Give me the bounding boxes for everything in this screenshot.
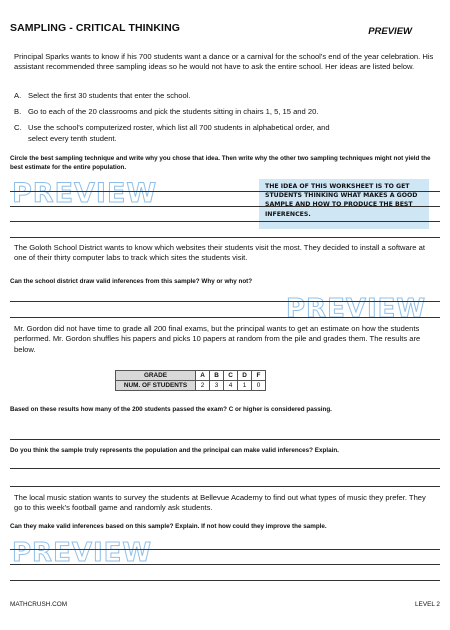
count-cell: 3 — [210, 381, 224, 391]
section1-question: Circle the best sampling technique and write why you chose that idea. Then write why the other two sampling techniques might not yield the best estimate for the entire population. — [10, 155, 431, 171]
section4-question: Can they make valid inferences based on this sample? Explain. If not how could they improve the sample. — [10, 523, 327, 530]
footer-site: MATHCRUSH.COM — [10, 601, 68, 608]
option-a-letter: A. — [14, 91, 22, 100]
answer-line — [10, 221, 440, 222]
section1-paragraph: Principal Sparks wants to know if his 700 students want a dance or a carnival for the school's end of the year celebration. His assistant recommended three sampling ideas so he would not have to ask the entire school. Her ideas are listed below. — [14, 52, 434, 72]
grades-table — [115, 370, 266, 391]
count-header: NUM. OF STUDENTS — [116, 381, 196, 391]
preview-watermark-1: PREVIEW — [12, 178, 158, 209]
count-cell: 4 — [224, 381, 238, 391]
option-a — [14, 91, 434, 101]
answer-line — [10, 301, 440, 302]
count-cell: 2 — [196, 381, 210, 391]
footer-level: LEVEL 2 — [415, 601, 440, 608]
answer-line — [10, 206, 440, 207]
count-cell: 0 — [252, 381, 266, 391]
table-row — [116, 371, 266, 381]
answer-line — [10, 468, 440, 469]
answer-line — [10, 580, 440, 581]
grade-cell: A — [196, 371, 210, 381]
option-b-letter: B. — [14, 107, 22, 117]
preview-label: PREVIEW — [368, 26, 412, 37]
preview-watermark-3: PREVIEW — [12, 538, 153, 568]
section4-paragraph: The local music station wants to survey the students at Bellevue Academy to find out what types of music they prefer. They go to this week's football game and randomly ask students. — [14, 493, 426, 513]
option-c-text: Use the school's computerized roster, which list all 700 students in alphabetical order, and — [28, 123, 330, 133]
count-cell: 1 — [238, 381, 252, 391]
option-b-text: Go to each of the 20 classrooms and pick the students sitting in chairs 1, 5, 15 and 20. — [28, 107, 319, 117]
answer-line — [10, 439, 440, 440]
info-callout: THE IDEA OF THIS WORKSHEET IS TO GET STUDENTS THINKING WHAT MAKES A GOOD SAMPLE AND HOW TO PRODUCE THE BEST INFERENCES. — [259, 179, 429, 229]
answer-line — [10, 237, 440, 238]
answer-line — [10, 191, 440, 192]
grade-header: GRADE — [116, 371, 196, 381]
preview-watermark-2: PREVIEW — [286, 294, 427, 324]
section2-paragraph: The Goloth School District wants to know which websites their students visit the most. They decided to install a software at one of their thirty computer labs to track which sites the students visit. — [14, 243, 425, 263]
option-c-text-continued: select every tenth student. — [28, 133, 117, 143]
section2-question: Can the school district draw valid inferences from this sample? Why or why not? — [10, 278, 253, 285]
answer-line — [10, 317, 440, 318]
option-c-letter: C. — [14, 123, 22, 133]
grade-cell: D — [238, 371, 252, 381]
answer-line — [10, 564, 440, 565]
answer-line — [10, 549, 440, 550]
option-b — [14, 107, 434, 117]
grade-cell: C — [224, 371, 238, 381]
grade-cell: B — [210, 371, 224, 381]
section3-question1: Based on these results how many of the 200 students passed the exam? C or higher is considered passing. — [10, 406, 332, 413]
section3-question2: Do you think the sample truly represents the population and the principal can make valid inferences? Explain. — [10, 447, 339, 454]
section3-paragraph: Mr. Gordon did not have time to grade all 200 final exams, but the principal wants to get an estimate on how the students performed. Mr. Gordon shuffles his papers and picks 10 papers at random from the pile and grades them. The results are below. — [14, 324, 421, 354]
sampling-options-list — [14, 91, 434, 144]
table-row — [116, 381, 266, 391]
option-c — [14, 123, 434, 143]
option-a-text: Select the first 30 students that enter the school. — [28, 91, 191, 100]
answer-line — [10, 486, 440, 487]
worksheet-title: SAMPLING - CRITICAL THINKING — [10, 22, 181, 34]
grade-cell: F — [252, 371, 266, 381]
